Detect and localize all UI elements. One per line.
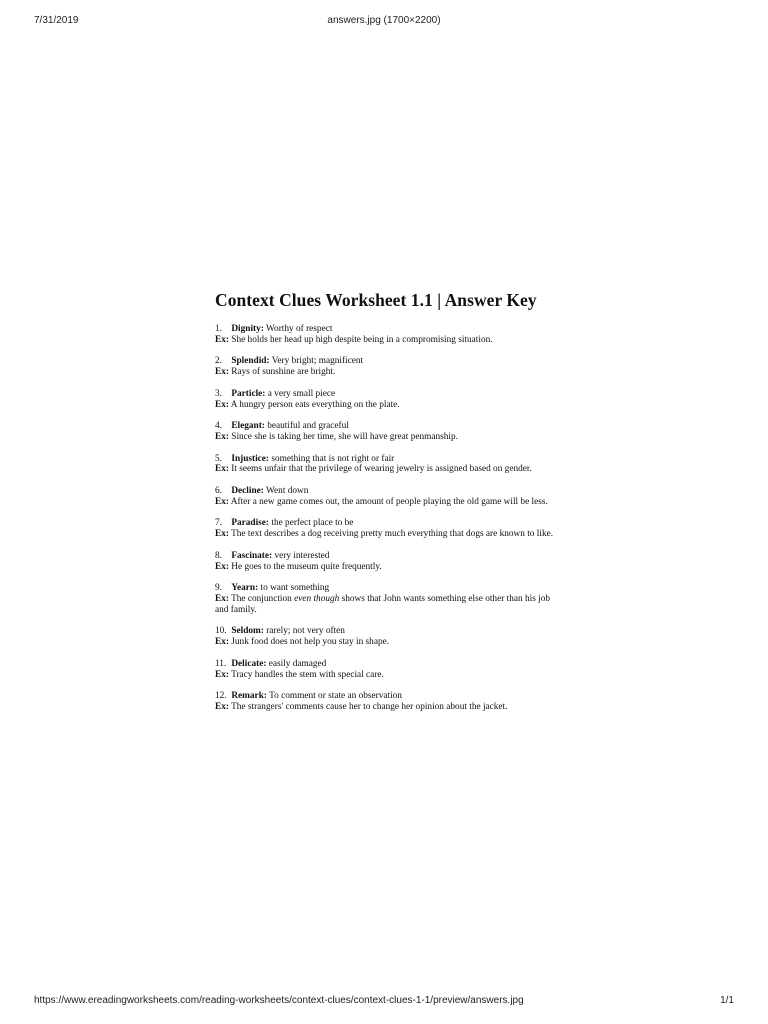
entry-term: Dignity: bbox=[231, 324, 264, 334]
entry-example: The text describes a dog receiving pretty much everything that dogs are known to like. bbox=[231, 529, 554, 540]
example-label: Ex: bbox=[215, 496, 229, 507]
entry-definition: beautiful and graceful bbox=[267, 421, 349, 432]
entry-term: Yearn: bbox=[231, 583, 259, 594]
print-date: 7/31/2019 bbox=[34, 15, 79, 26]
entry-definition: Worthy of respect bbox=[266, 324, 333, 334]
entry-example: Tracy handles the stem with special care. bbox=[231, 669, 384, 680]
answer-entry-11 bbox=[215, 659, 560, 681]
answer-entry-2 bbox=[215, 356, 560, 378]
entry-example: Since she is taking her time, she will have great penmanship. bbox=[231, 431, 458, 442]
answer-entry-6 bbox=[215, 486, 560, 508]
example-label: Ex: bbox=[215, 529, 229, 540]
example-label: Ex: bbox=[215, 464, 229, 475]
entry-example: After a new game comes out, the amount of people playing the old game will be less. bbox=[230, 496, 548, 507]
entry-definition: rarely; not very often bbox=[266, 626, 345, 637]
print-header bbox=[34, 15, 734, 29]
entry-definition: to want something bbox=[260, 583, 330, 594]
entry-term: Particle: bbox=[231, 388, 266, 399]
example-label: Ex: bbox=[215, 701, 229, 712]
entry-definition: Very bright; magnificent bbox=[271, 356, 364, 367]
entry-example: She holds her head up high despite being in a compromising situation. bbox=[231, 334, 493, 345]
entry-example: Junk food does not help you stay in shape. bbox=[231, 637, 390, 648]
entry-number: 2. bbox=[215, 356, 222, 367]
answer-entry-8 bbox=[215, 551, 560, 573]
entry-example: Rays of sunshine are bright. bbox=[231, 367, 336, 378]
answer-entry-4 bbox=[215, 421, 560, 443]
entry-number: 11. bbox=[215, 658, 227, 669]
entry-term: Seldom: bbox=[231, 626, 264, 637]
entry-number: 10. bbox=[215, 626, 227, 637]
entry-example: A hungry person eats everything on the plate. bbox=[230, 399, 400, 410]
entry-definition: a very small piece bbox=[267, 388, 336, 399]
example-label: Ex: bbox=[215, 334, 229, 345]
answer-entry-1 bbox=[215, 324, 560, 346]
example-label: Ex: bbox=[215, 593, 229, 604]
entry-term: Injustice: bbox=[231, 453, 270, 464]
entry-term: Paradise: bbox=[231, 518, 270, 529]
entry-term: Remark: bbox=[231, 691, 267, 702]
answer-entry-5 bbox=[215, 454, 560, 476]
entry-number: 1. bbox=[215, 324, 222, 334]
answer-entry-3 bbox=[215, 389, 560, 411]
example-label: Ex: bbox=[215, 431, 229, 442]
entry-number: 8. bbox=[215, 550, 222, 561]
entry-definition: easily damaged bbox=[268, 658, 327, 669]
print-page-count: 1/1 bbox=[720, 995, 734, 1006]
print-page-title: answers.jpg (1700×2200) bbox=[327, 15, 441, 26]
entry-term: Delicate: bbox=[231, 658, 267, 669]
entry-definition: very interested bbox=[274, 550, 330, 561]
entry-term: Splendid: bbox=[231, 356, 270, 367]
entry-example-post: shows that John wants something else other than his job and family. bbox=[215, 593, 551, 615]
entry-number: 12. bbox=[215, 691, 227, 702]
example-label: Ex: bbox=[215, 637, 229, 648]
example-label: Ex: bbox=[215, 669, 229, 680]
worksheet-document bbox=[215, 290, 560, 723]
entry-term: Decline: bbox=[231, 485, 264, 496]
entry-number: 3. bbox=[215, 388, 222, 399]
example-label: Ex: bbox=[215, 561, 229, 572]
entry-term: Fascinate: bbox=[231, 550, 273, 561]
entry-example: The strangers' comments cause her to change her opinion about the jacket. bbox=[231, 701, 508, 712]
entry-definition: To comment or state an observation bbox=[269, 691, 402, 702]
document-title: Context Clues Worksheet 1.1 | Answer Key bbox=[215, 290, 537, 310]
answer-entry-9 bbox=[215, 583, 560, 615]
example-label: Ex: bbox=[215, 367, 229, 378]
example-label: Ex: bbox=[215, 399, 229, 410]
entry-definition: the perfect place to be bbox=[271, 518, 354, 529]
entry-example-emphasis: even though bbox=[294, 593, 340, 604]
answer-entry-7 bbox=[215, 518, 560, 540]
entry-number: 7. bbox=[215, 518, 222, 529]
entry-example: He goes to the museum quite frequently. bbox=[231, 561, 382, 572]
entry-definition: Went down bbox=[266, 485, 309, 496]
entry-term: Elegant: bbox=[231, 421, 265, 432]
print-url: https://www.ereadingworksheets.com/reading-worksheets/context-clues/context-clues-1-1/preview/answers.jpg bbox=[34, 995, 524, 1006]
answer-entry-12 bbox=[215, 691, 560, 713]
entry-example: It seems unfair that the privilege of wearing jewelry is assigned based on gender. bbox=[231, 464, 532, 475]
entry-definition: something that is not right or fair bbox=[271, 453, 395, 464]
entry-number: 4. bbox=[215, 421, 222, 432]
answer-entry-10 bbox=[215, 626, 560, 648]
entry-number: 5. bbox=[215, 453, 222, 464]
entry-number: 6. bbox=[215, 485, 222, 496]
print-footer bbox=[34, 995, 734, 1009]
entry-number: 9. bbox=[215, 583, 222, 594]
entry-example-pre: The conjunction bbox=[231, 593, 292, 604]
